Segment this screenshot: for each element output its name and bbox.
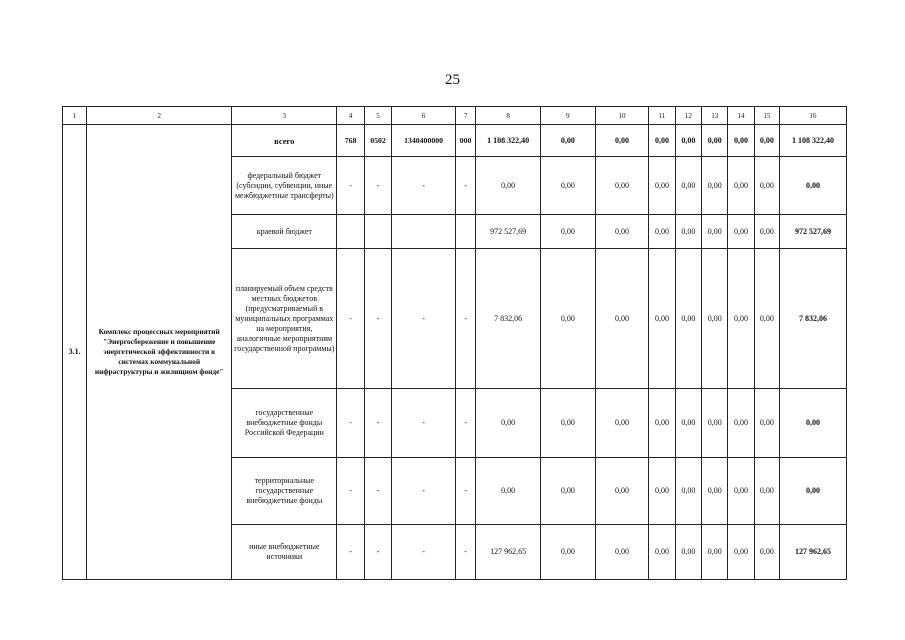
column-number: 6 — [392, 107, 456, 125]
cell-c16: 972 527,69 — [780, 215, 847, 249]
cell-c5: 0502 — [364, 125, 391, 157]
page-number: 25 — [445, 72, 460, 88]
cell-c13: 0,00 — [702, 157, 728, 215]
cell-c4: - — [337, 249, 364, 389]
cell-c12: 0,00 — [675, 215, 701, 249]
cell-c14: 0,00 — [728, 215, 754, 249]
cell-c6: 1340400000 — [392, 125, 456, 157]
cell-c8: 0,00 — [476, 389, 541, 458]
cell-c9: 0,00 — [541, 389, 596, 458]
cell-c12: 0,00 — [675, 525, 701, 580]
cell-c9: 0,00 — [541, 525, 596, 580]
cell-c7: 000 — [455, 125, 475, 157]
cell-c15: 0,00 — [754, 125, 779, 157]
cell-c14: 0,00 — [728, 389, 754, 458]
cell-c9: 0,00 — [541, 125, 596, 157]
cell-c9: 0,00 — [541, 157, 596, 215]
cell-c8: 7 832,06 — [476, 249, 541, 389]
cell-c7: - — [455, 249, 475, 389]
cell-c11: 0,00 — [649, 525, 675, 580]
cell-c12: 0,00 — [675, 389, 701, 458]
column-number: 7 — [455, 107, 475, 125]
cell-c14: 0,00 — [728, 458, 754, 525]
column-number: 8 — [476, 107, 541, 125]
column-number-row — [63, 107, 847, 125]
cell-c5: - — [364, 458, 391, 525]
funding-source: федеральный бюджет (субсидии, субвенции, иные межбюджетные трансферты) — [232, 157, 337, 215]
cell-c13: 0,00 — [702, 215, 728, 249]
budget-table — [62, 106, 847, 580]
cell-c10: 0,00 — [595, 389, 649, 458]
cell-c10: 0,00 — [595, 215, 649, 249]
cell-c11: 0,00 — [649, 249, 675, 389]
column-number: 4 — [337, 107, 364, 125]
cell-c11: 0,00 — [649, 389, 675, 458]
cell-c5: - — [364, 249, 391, 389]
cell-c6: - — [392, 157, 456, 215]
cell-c10: 0,00 — [595, 125, 649, 157]
funding-source: краевой бюджет — [232, 215, 337, 249]
cell-c8: 1 108 322,40 — [476, 125, 541, 157]
column-number: 1 — [63, 107, 87, 125]
cell-c7: - — [455, 525, 475, 580]
cell-c7: - — [455, 458, 475, 525]
cell-c5: - — [364, 389, 391, 458]
column-number: 14 — [728, 107, 754, 125]
cell-c8: 127 962,65 — [476, 525, 541, 580]
cell-c16: 0,00 — [780, 157, 847, 215]
cell-c10: 0,00 — [595, 525, 649, 580]
cell-c6: - — [392, 458, 456, 525]
funding-source: планируемый объем средств местных бюджетов (предусматриваемый в муниципальных программах на мероприятия, аналогичные мероприятиям государственной программы) — [232, 249, 337, 389]
cell-c8: 972 527,69 — [476, 215, 541, 249]
column-number: 9 — [541, 107, 596, 125]
cell-c16: 0,00 — [780, 458, 847, 525]
cell-c16: 127 962,65 — [780, 525, 847, 580]
cell-c10: 0,00 — [595, 249, 649, 389]
cell-c13: 0,00 — [702, 125, 728, 157]
cell-c15: 0,00 — [754, 525, 779, 580]
cell-c6: - — [392, 525, 456, 580]
cell-c4: - — [337, 458, 364, 525]
column-number: 12 — [675, 107, 701, 125]
cell-c5: - — [364, 157, 391, 215]
cell-c5 — [364, 215, 391, 249]
column-number: 3 — [232, 107, 337, 125]
cell-c14: 0,00 — [728, 525, 754, 580]
column-number: 15 — [754, 107, 779, 125]
cell-c9: 0,00 — [541, 249, 596, 389]
cell-c11: 0,00 — [649, 458, 675, 525]
column-number: 5 — [364, 107, 391, 125]
cell-c12: 0,00 — [675, 249, 701, 389]
column-number: 11 — [649, 107, 675, 125]
cell-c12: 0,00 — [675, 125, 701, 157]
cell-c13: 0,00 — [702, 458, 728, 525]
column-number: 13 — [702, 107, 728, 125]
funding-source: государственные внебюджетные фонды Российской Федерации — [232, 389, 337, 458]
cell-c10: 0,00 — [595, 157, 649, 215]
cell-c6: - — [392, 249, 456, 389]
cell-c16: 0,00 — [780, 389, 847, 458]
program-name: Комплекс процессных мероприятий "Энергосбережение и повышение энергетической эффективности в системах коммунальной инфраструктуры и жилищном фонде" — [87, 125, 232, 580]
cell-c12: 0,00 — [675, 157, 701, 215]
cell-c4: - — [337, 157, 364, 215]
cell-c7: - — [455, 389, 475, 458]
cell-c11: 0,00 — [649, 125, 675, 157]
table-row — [63, 125, 847, 157]
funding-source: территориальные государственные внебюджетные фонды — [232, 458, 337, 525]
cell-c15: 0,00 — [754, 157, 779, 215]
cell-c15: 0,00 — [754, 458, 779, 525]
cell-c16: 7 832,06 — [780, 249, 847, 389]
cell-c4: - — [337, 525, 364, 580]
cell-c6: - — [392, 389, 456, 458]
cell-c9: 0,00 — [541, 215, 596, 249]
cell-c13: 0,00 — [702, 525, 728, 580]
cell-c4: - — [337, 389, 364, 458]
cell-c6 — [392, 215, 456, 249]
funding-source: всего — [232, 125, 337, 157]
cell-c11: 0,00 — [649, 215, 675, 249]
cell-c9: 0,00 — [541, 458, 596, 525]
column-number: 10 — [595, 107, 649, 125]
cell-c4: 768 — [337, 125, 364, 157]
cell-c13: 0,00 — [702, 389, 728, 458]
funding-source: иные внебюджетные источники — [232, 525, 337, 580]
cell-c7: - — [455, 157, 475, 215]
cell-c14: 0,00 — [728, 125, 754, 157]
cell-c4 — [337, 215, 364, 249]
cell-c10: 0,00 — [595, 458, 649, 525]
cell-c8: 0,00 — [476, 157, 541, 215]
column-number: 2 — [87, 107, 232, 125]
cell-c15: 0,00 — [754, 215, 779, 249]
cell-c13: 0,00 — [702, 249, 728, 389]
cell-c8: 0,00 — [476, 458, 541, 525]
cell-c14: 0,00 — [728, 249, 754, 389]
item-number: 3.1. — [63, 125, 87, 580]
column-number: 16 — [780, 107, 847, 125]
cell-c11: 0,00 — [649, 157, 675, 215]
cell-c5: - — [364, 525, 391, 580]
cell-c12: 0,00 — [675, 458, 701, 525]
cell-c15: 0,00 — [754, 249, 779, 389]
cell-c14: 0,00 — [728, 157, 754, 215]
cell-c7 — [455, 215, 475, 249]
cell-c16: 1 108 322,40 — [780, 125, 847, 157]
cell-c15: 0,00 — [754, 389, 779, 458]
